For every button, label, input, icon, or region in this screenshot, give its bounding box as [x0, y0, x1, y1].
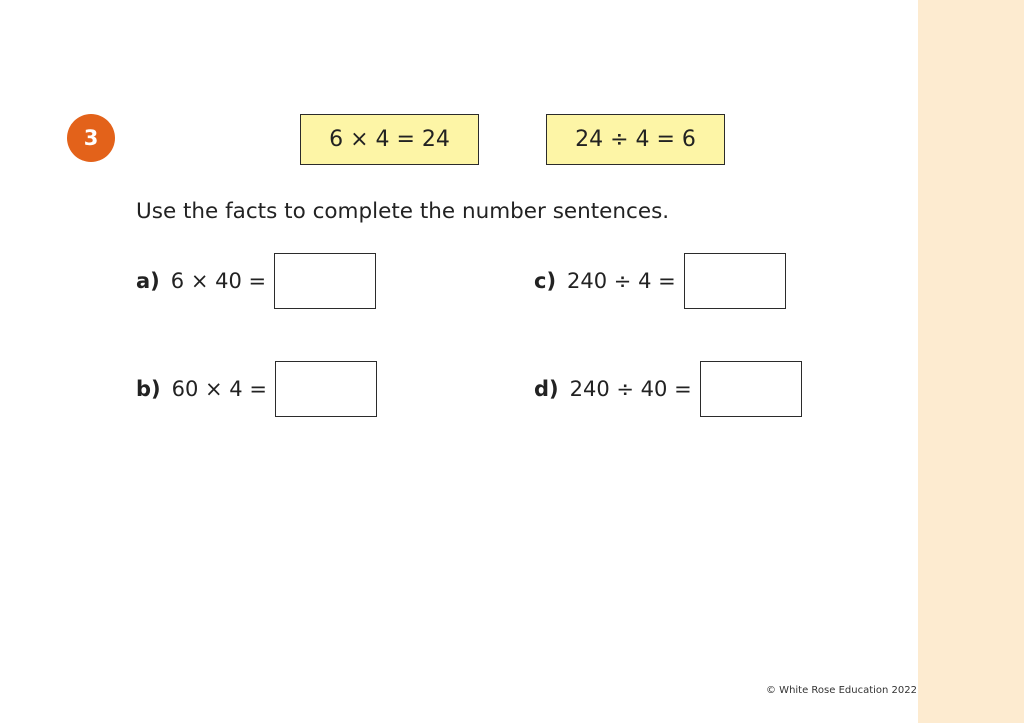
question-b	[136, 361, 377, 417]
answer-box-c[interactable]	[684, 253, 786, 309]
answer-box-d[interactable]	[700, 361, 802, 417]
fact-box-division	[546, 114, 725, 165]
question-a	[136, 253, 376, 309]
copyright-footer: © White Rose Education 2022	[766, 685, 918, 696]
question-number: 3	[83, 126, 99, 150]
side-margin-panel	[918, 0, 1024, 723]
fact-text: 24 ÷ 4 = 6	[575, 127, 696, 152]
question-c	[534, 253, 786, 309]
question-expression: 6 × 40 =	[170, 269, 267, 293]
question-expression: 240 ÷ 4 =	[567, 269, 676, 293]
question-d	[534, 361, 802, 417]
fact-text: 6 × 4 = 24	[329, 127, 450, 152]
question-expression: 60 × 4 =	[171, 377, 267, 401]
question-label: d)	[534, 377, 559, 401]
answer-box-a[interactable]	[274, 253, 376, 309]
question-label: c)	[534, 269, 557, 293]
fact-box-multiplication	[300, 114, 479, 165]
answer-box-b[interactable]	[275, 361, 377, 417]
question-label: a)	[136, 269, 160, 293]
question-label: b)	[136, 377, 161, 401]
question-expression: 240 ÷ 40 =	[569, 377, 692, 401]
instruction-text: Use the facts to complete the number sentences.	[136, 199, 670, 224]
question-number-badge	[67, 114, 115, 162]
